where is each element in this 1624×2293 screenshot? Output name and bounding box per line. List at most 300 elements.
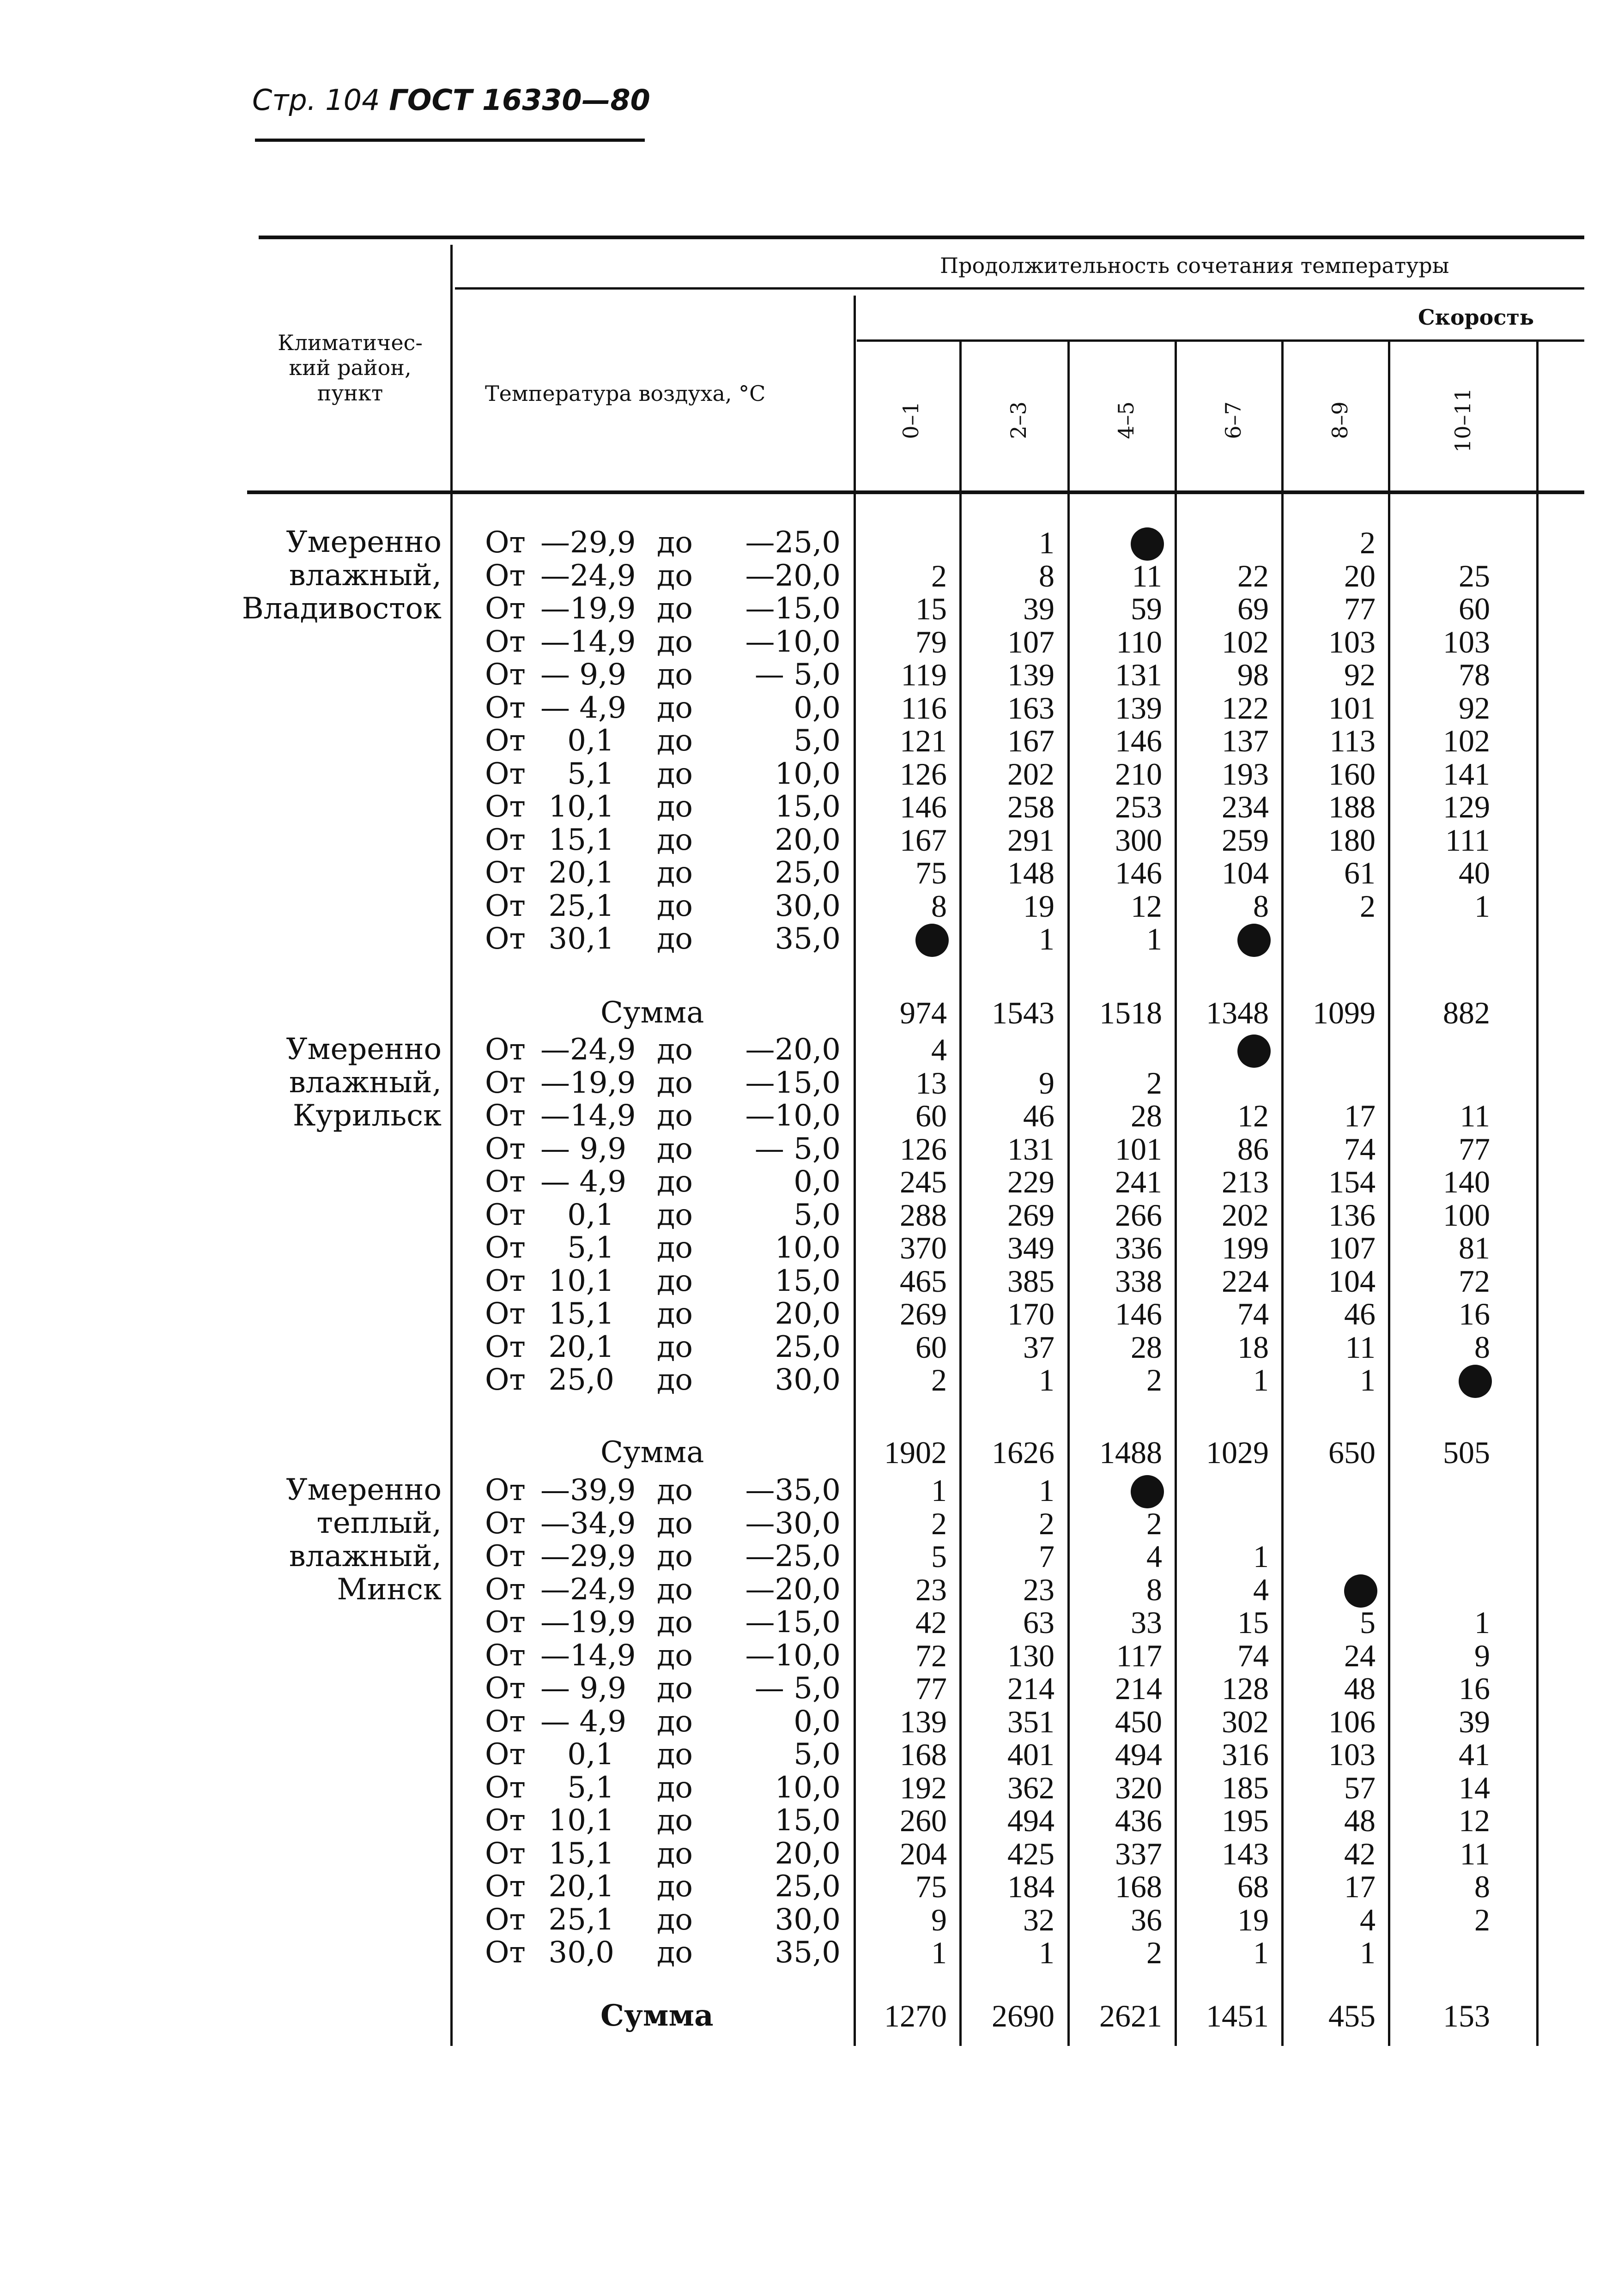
table-cell: 15: [915, 591, 947, 626]
sum-cell: 1902: [884, 1435, 947, 1470]
temperature-from: 5,1: [567, 756, 614, 791]
temperature-from: —24,9: [540, 558, 636, 593]
table-cell: 436: [1115, 1803, 1162, 1838]
table-cell: 146: [1115, 723, 1162, 758]
table-cell: 202: [1007, 756, 1054, 792]
temperature-to: —25,0: [745, 1539, 841, 1573]
table-cell: 1: [1474, 1605, 1490, 1640]
to-label: до: [657, 1803, 693, 1838]
temperature-to: 30,0: [775, 1363, 841, 1397]
from-label: От: [485, 624, 526, 659]
from-label: От: [485, 1231, 526, 1265]
from-label: От: [485, 1737, 526, 1772]
speed-range-label: 0–1: [898, 401, 923, 439]
temperature-from: —14,9: [540, 1638, 636, 1673]
table-cell: 204: [900, 1836, 947, 1871]
table-cell: 68: [1237, 1869, 1269, 1904]
table-cell: 36: [1131, 1902, 1162, 1937]
table-cell: 349: [1007, 1230, 1054, 1265]
temperature-to: 5,0: [794, 724, 841, 758]
table-cell: 11: [1460, 1836, 1490, 1871]
table-cell: 19: [1237, 1902, 1269, 1937]
to-label: до: [657, 1198, 693, 1232]
sum-cell: 1029: [1206, 1435, 1269, 1470]
table-cell: 2: [931, 1506, 947, 1541]
table-cell: 195: [1222, 1803, 1269, 1838]
table-cell: 2: [1360, 525, 1376, 560]
table-cell: 136: [1328, 1197, 1376, 1233]
from-label: От: [485, 592, 526, 626]
temperature-to: —35,0: [745, 1473, 841, 1507]
table-cell: 46: [1344, 1296, 1376, 1331]
table-cell: 1: [931, 1935, 947, 1970]
to-label: до: [657, 1473, 693, 1507]
no-data-dot: [1344, 1574, 1377, 1608]
from-label: От: [485, 1572, 526, 1607]
temperature-to: —15,0: [745, 1605, 841, 1640]
temperature-from: 25,0: [548, 1363, 614, 1397]
temperature-to: —15,0: [745, 1065, 841, 1100]
region-column-header: Климатичес- кий район, пункт: [278, 330, 423, 405]
table-cell: 362: [1007, 1770, 1054, 1805]
table-cell: 1: [1039, 1473, 1054, 1508]
to-label: до: [657, 1671, 693, 1706]
temperature-from: 0,1: [567, 1198, 614, 1232]
temperature-from: — 4,9: [540, 1704, 627, 1739]
table-cell: 146: [1115, 1296, 1162, 1331]
table-cell: 102: [1443, 723, 1490, 758]
table-cell: 1: [1360, 1935, 1376, 1970]
temperature-from: 20,1: [548, 1869, 614, 1904]
table-cell: 102: [1222, 624, 1269, 659]
table-cell: 104: [1222, 855, 1269, 890]
table-cell: 107: [1328, 1230, 1376, 1265]
temperature-to: 25,0: [775, 1869, 841, 1904]
temperature-to: 25,0: [775, 1330, 841, 1364]
speed-range-label: 2–3: [1006, 401, 1031, 439]
to-label: до: [657, 658, 693, 692]
from-label: От: [485, 1506, 526, 1541]
from-label: От: [485, 790, 526, 824]
table-cell: 11: [1345, 1329, 1376, 1365]
temperature-to: 25,0: [775, 856, 841, 890]
temperature-from: —29,9: [540, 526, 636, 560]
to-label: до: [657, 1638, 693, 1673]
region-label: Умеренно влажный, Курильск: [286, 1032, 442, 1133]
sum-cell: 2621: [1099, 1998, 1162, 2033]
table-cell: 184: [1007, 1869, 1054, 1904]
sum-cell: 1518: [1099, 995, 1162, 1030]
temperature-to: —10,0: [745, 1099, 841, 1133]
temperature-from: —24,9: [540, 1572, 636, 1607]
sum-cell: 1488: [1099, 1435, 1162, 1470]
temperature-to: 5,0: [794, 1737, 841, 1772]
table-cell: 210: [1115, 756, 1162, 792]
table-cell: 401: [1007, 1737, 1054, 1772]
no-data-dot: [1131, 1475, 1164, 1508]
table-cell: 32: [1023, 1902, 1054, 1937]
table-cell: 2: [1039, 1506, 1054, 1541]
table-cell: 185: [1222, 1770, 1269, 1805]
table-cell: 1: [1253, 1935, 1269, 1970]
table-cell: 1: [1360, 1362, 1376, 1398]
temperature-to: 0,0: [794, 1165, 841, 1199]
from-label: От: [485, 1936, 526, 1970]
table-cell: 60: [915, 1098, 947, 1133]
table-cell: 253: [1115, 789, 1162, 824]
temperature-from: 10,1: [548, 1264, 614, 1298]
sum-cell: 1543: [992, 995, 1054, 1030]
to-label: до: [657, 592, 693, 626]
temperature-from: 0,1: [567, 724, 614, 758]
table-cell: 1: [931, 1473, 947, 1508]
speed-divider: [959, 342, 962, 2046]
from-label: От: [485, 1836, 526, 1871]
table-cell: 266: [1115, 1197, 1162, 1233]
table-cell: 8: [1474, 1329, 1490, 1365]
table-cell: 337: [1115, 1836, 1162, 1871]
table-cell: 170: [1007, 1296, 1054, 1331]
table-cell: 4: [1146, 1539, 1162, 1574]
to-label: до: [657, 1539, 693, 1573]
speed-divider: [1281, 342, 1284, 2046]
table-cell: 12: [1131, 888, 1162, 924]
from-label: От: [485, 1605, 526, 1640]
temperature-to: 30,0: [775, 889, 841, 923]
table-cell: 131: [1007, 1131, 1054, 1167]
table-cell: 48: [1344, 1803, 1376, 1838]
table-cell: 14: [1459, 1770, 1490, 1805]
table-cell: 258: [1007, 789, 1054, 824]
table-cell: 60: [1459, 591, 1490, 626]
table-cell: 214: [1115, 1671, 1162, 1706]
table-cell: 193: [1222, 756, 1269, 792]
temperature-from: 25,1: [548, 1902, 614, 1937]
table-cell: 40: [1459, 855, 1490, 890]
table-cell: 107: [1007, 624, 1054, 659]
table-cell: 128: [1222, 1671, 1269, 1706]
table-cell: 316: [1222, 1737, 1269, 1772]
to-label: до: [657, 1737, 693, 1772]
table-cell: 5: [1360, 1605, 1376, 1640]
to-label: до: [657, 922, 693, 956]
table-cell: 75: [915, 855, 947, 890]
standard-number: ГОСТ 16330—80: [389, 83, 650, 117]
table-cell: 41: [1459, 1737, 1490, 1772]
table-cell: 11: [1460, 1098, 1490, 1133]
table-cell: 60: [915, 1329, 947, 1365]
table-cell: 146: [1115, 855, 1162, 890]
table-cell: 163: [1007, 690, 1054, 726]
table-cell: 2: [931, 1362, 947, 1398]
to-label: до: [657, 624, 693, 659]
table-cell: 28: [1131, 1098, 1162, 1133]
sum-label: Сумма: [600, 996, 704, 1030]
temperature-from: —39,9: [540, 1473, 636, 1507]
from-label: От: [485, 823, 526, 857]
table-cell: 19: [1023, 888, 1054, 924]
table-cell: 16: [1459, 1296, 1490, 1331]
table-cell: 385: [1007, 1263, 1054, 1299]
sum-label: Сумма: [600, 1998, 714, 2033]
table-cell: 336: [1115, 1230, 1162, 1265]
temperature-from: 25,1: [548, 889, 614, 923]
sum-cell: 1270: [884, 1998, 947, 2033]
to-label: до: [657, 690, 693, 725]
temperature-from: 5,1: [567, 1231, 614, 1265]
table-cell: 229: [1007, 1164, 1054, 1199]
table-cell: 113: [1329, 723, 1376, 758]
from-label: От: [485, 756, 526, 791]
sum-cell: 2690: [992, 1998, 1054, 2033]
temperature-from: 20,1: [548, 856, 614, 890]
to-label: до: [657, 1330, 693, 1364]
table-cell: 77: [915, 1671, 947, 1706]
temperature-to: —20,0: [745, 1572, 841, 1607]
to-label: до: [657, 1264, 693, 1298]
from-label: От: [485, 1363, 526, 1397]
temperature-to: 20,0: [775, 1836, 841, 1871]
table-cell: 119: [901, 657, 947, 692]
table-cell: 214: [1007, 1671, 1054, 1706]
from-label: От: [485, 1638, 526, 1673]
table-cell: 1: [1039, 525, 1054, 560]
table-cell: 4: [931, 1032, 947, 1067]
temperature-to: 20,0: [775, 1297, 841, 1331]
no-data-dot: [1131, 527, 1164, 561]
table-cell: 160: [1328, 756, 1376, 792]
temperature-column-divider: [854, 296, 856, 2046]
table-cell: 101: [1328, 690, 1376, 726]
table-cell: 269: [1007, 1197, 1054, 1233]
table-cell: 143: [1222, 1836, 1269, 1871]
table-cell: 494: [1115, 1737, 1162, 1772]
temperature-to: —30,0: [745, 1506, 841, 1541]
table-cell: 139: [900, 1704, 947, 1739]
temperature-to: —20,0: [745, 558, 841, 593]
to-label: до: [657, 1065, 693, 1100]
from-label: От: [485, 1099, 526, 1133]
table-cell: 23: [915, 1572, 947, 1607]
table-cell: 140: [1443, 1164, 1490, 1199]
to-label: до: [657, 1836, 693, 1871]
table-cell: 260: [900, 1803, 947, 1838]
page-header: [252, 83, 650, 117]
to-label: до: [657, 756, 693, 791]
speed-column-header: Скорость: [1418, 305, 1534, 330]
from-label: От: [485, 1330, 526, 1364]
to-label: до: [657, 1363, 693, 1397]
temperature-to: 15,0: [775, 1264, 841, 1298]
from-label: От: [485, 1704, 526, 1739]
table-cell: 42: [1344, 1836, 1376, 1871]
table-cell: 2: [931, 558, 947, 593]
no-data-dot: [915, 924, 949, 957]
table-cell: 8: [931, 888, 947, 924]
table-cell: 245: [900, 1164, 947, 1199]
table-cell: 213: [1222, 1164, 1269, 1199]
temperature-to: 35,0: [775, 1936, 841, 1970]
table-cell: 74: [1344, 1131, 1376, 1167]
table-cell: 168: [1115, 1869, 1162, 1904]
table-cell: 1: [1039, 1362, 1054, 1398]
sum-cell: 974: [900, 995, 947, 1030]
table-cell: 61: [1344, 855, 1376, 890]
table-cell: 101: [1115, 1131, 1162, 1167]
table-cell: 48: [1344, 1671, 1376, 1706]
temperature-to: 30,0: [775, 1902, 841, 1937]
table-cell: 7: [1039, 1539, 1054, 1574]
table-cell: 2: [1360, 888, 1376, 924]
from-label: От: [485, 1297, 526, 1331]
header-bottom-rule: [247, 490, 1584, 494]
table-cell: 139: [1007, 657, 1054, 692]
from-label: От: [485, 1539, 526, 1573]
temperature-from: 15,1: [548, 1836, 614, 1871]
temperature-from: —29,9: [540, 1539, 636, 1573]
table-cell: 121: [900, 723, 947, 758]
table-cell: 74: [1237, 1638, 1269, 1673]
table-cell: 234: [1222, 789, 1269, 824]
temperature-to: — 5,0: [754, 1671, 841, 1706]
temperature-from: — 9,9: [540, 658, 627, 692]
to-label: до: [657, 558, 693, 593]
from-label: От: [485, 889, 526, 923]
to-label: до: [657, 856, 693, 890]
from-label: От: [485, 1902, 526, 1937]
from-label: От: [485, 1033, 526, 1067]
temperature-from: — 4,9: [540, 690, 627, 725]
table-cell: 137: [1222, 723, 1269, 758]
table-cell: 288: [900, 1197, 947, 1233]
table-cell: 2: [1146, 1362, 1162, 1398]
table-cell: 92: [1459, 690, 1490, 726]
table-cell: 425: [1007, 1836, 1054, 1871]
table-cell: 92: [1344, 657, 1376, 692]
table-cell: 111: [1445, 822, 1490, 858]
table-cell: 199: [1222, 1230, 1269, 1265]
temperature-to: —15,0: [745, 592, 841, 626]
sum-cell: 455: [1328, 1998, 1376, 2033]
sum-cell: 505: [1443, 1435, 1490, 1470]
duration-column-header: Продолжительность сочетания температуры: [940, 253, 1449, 278]
from-label: От: [485, 658, 526, 692]
table-cell: 126: [900, 1131, 947, 1167]
table-cell: 167: [900, 822, 947, 858]
temperature-from: 15,1: [548, 823, 614, 857]
table-cell: 1: [1253, 1362, 1269, 1398]
table-cell: 103: [1328, 1737, 1376, 1772]
temperature-to: 10,0: [775, 1231, 841, 1265]
speed-range-label: 6–7: [1221, 401, 1246, 439]
to-label: до: [657, 1902, 693, 1937]
sum-cell: 1348: [1206, 995, 1269, 1030]
table-cell: 139: [1115, 690, 1162, 726]
to-label: до: [657, 790, 693, 824]
table-cell: 25: [1459, 558, 1490, 593]
table-cell: 167: [1007, 723, 1054, 758]
sum-label: Сумма: [600, 1435, 704, 1470]
table-cell: 188: [1328, 789, 1376, 824]
table-cell: 77: [1459, 1131, 1490, 1167]
table-cell: 130: [1007, 1638, 1054, 1673]
table-cell: 1: [1474, 888, 1490, 924]
temperature-from: —19,9: [540, 1065, 636, 1100]
temperature-to: —25,0: [745, 526, 841, 560]
temperature-to: 10,0: [775, 1770, 841, 1805]
table-cell: 8: [1146, 1572, 1162, 1607]
to-label: до: [657, 1297, 693, 1331]
table-cell: 494: [1007, 1803, 1054, 1838]
speed-divider: [1536, 342, 1539, 2046]
temperature-to: —10,0: [745, 1638, 841, 1673]
speed-divider: [1175, 342, 1177, 2046]
table-cell: 59: [1131, 591, 1162, 626]
table-cell: 2: [1474, 1902, 1490, 1937]
from-label: От: [485, 922, 526, 956]
no-data-dot: [1459, 1365, 1492, 1398]
table-cell: 24: [1344, 1638, 1376, 1673]
table-cell: 106: [1328, 1704, 1376, 1739]
table-cell: 18: [1237, 1329, 1269, 1365]
temperature-to: 20,0: [775, 823, 841, 857]
temperature-from: —14,9: [540, 1099, 636, 1133]
sum-cell: 1626: [992, 1435, 1054, 1470]
speed-range-label: 10–11: [1450, 387, 1475, 453]
temperature-from: 10,1: [548, 1803, 614, 1838]
to-label: до: [657, 1869, 693, 1904]
to-label: до: [657, 823, 693, 857]
table-cell: 5: [931, 1539, 947, 1574]
table-cell: 8: [1039, 558, 1054, 593]
table-cell: 39: [1459, 1704, 1490, 1739]
to-label: до: [657, 1704, 693, 1739]
table-cell: 78: [1459, 657, 1490, 692]
table-cell: 11: [1132, 558, 1162, 593]
table-cell: 141: [1443, 756, 1490, 792]
temperature-from: 30,1: [548, 922, 614, 956]
to-label: до: [657, 1033, 693, 1067]
table-cell: 192: [900, 1770, 947, 1805]
sum-cell: 650: [1328, 1435, 1376, 1470]
from-label: От: [485, 1264, 526, 1298]
table-cell: 33: [1131, 1605, 1162, 1640]
region-label: Умеренно теплый, влажный, Минск: [286, 1473, 442, 1607]
page-number: Стр. 104: [252, 83, 380, 117]
temperature-column-header: Температура воздуха, °С: [485, 381, 766, 406]
temperature-to: 15,0: [775, 790, 841, 824]
table-cell: 110: [1116, 624, 1162, 659]
table-cell: 2: [1146, 1506, 1162, 1541]
table-cell: 1: [1039, 1935, 1054, 1970]
table-cell: 77: [1344, 591, 1376, 626]
from-label: От: [485, 1869, 526, 1904]
table-cell: 104: [1328, 1263, 1376, 1299]
temperature-from: 10,1: [548, 790, 614, 824]
speed-range-label: 4–5: [1114, 401, 1139, 439]
temperature-from: — 4,9: [540, 1165, 627, 1199]
temperature-to: — 5,0: [754, 1131, 841, 1166]
table-cell: 72: [1459, 1263, 1490, 1299]
table-cell: 17: [1344, 1869, 1376, 1904]
table-cell: 15: [1237, 1605, 1269, 1640]
to-label: до: [657, 1506, 693, 1541]
from-label: От: [485, 1131, 526, 1166]
table-cell: 351: [1007, 1704, 1054, 1739]
from-label: От: [485, 724, 526, 758]
from-label: От: [485, 690, 526, 725]
from-label: От: [485, 1065, 526, 1100]
